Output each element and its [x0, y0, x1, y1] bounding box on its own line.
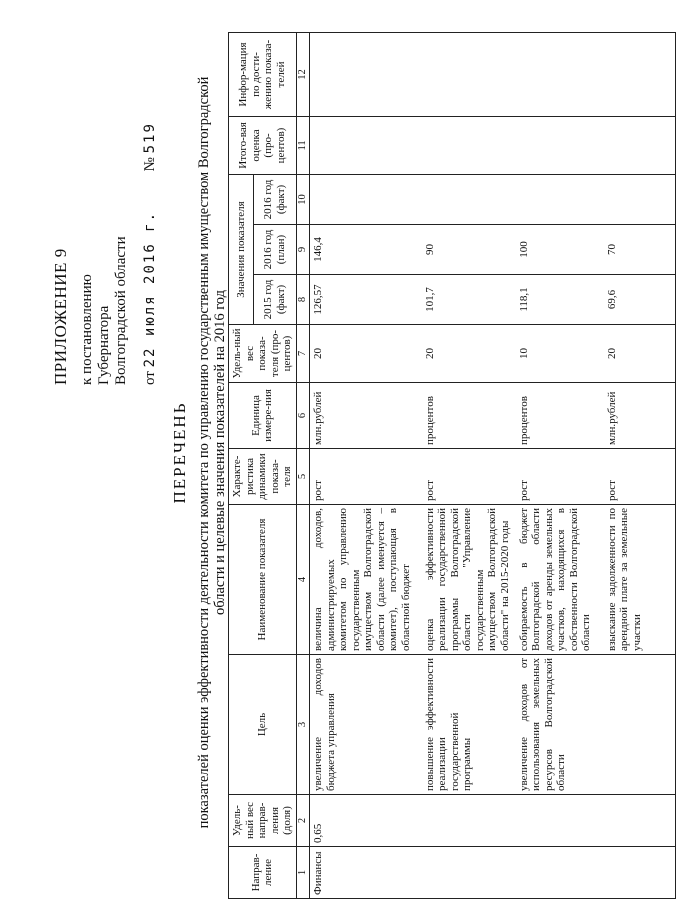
cell-info	[516, 32, 604, 116]
cell-direction	[422, 847, 516, 899]
cell-unit: процентов	[516, 383, 604, 449]
title-heading: ПЕРЕЧЕНЬ	[170, 401, 189, 504]
document-title	[170, 0, 228, 905]
cell-2016-plan: 90	[422, 225, 516, 275]
cell-2016-fact	[310, 174, 422, 224]
decree-date-line	[142, 25, 159, 385]
header-2015-fact: 2015 год (факт)	[253, 275, 296, 325]
cell-2016-plan: 146,4	[310, 225, 422, 275]
header-info: Инфор-мация по дости-жению показа-телей	[229, 32, 297, 116]
table-row	[422, 32, 516, 898]
header-unit: Единица измере-ния	[229, 383, 297, 449]
decree-date: 22 июля 2016 г.	[142, 210, 158, 368]
column-number: 10	[296, 174, 310, 224]
header-final-score: Итого-вая оценка (про-центов)	[229, 116, 297, 174]
header-indicator-name: Наименование показателя	[229, 505, 297, 655]
cell-unit: млн.рублей	[310, 383, 422, 449]
cell-weight	[516, 795, 604, 847]
column-number: 6	[296, 383, 310, 449]
cell-info	[604, 32, 676, 116]
column-number-row	[296, 32, 310, 898]
cell-indicator-weight: 20	[422, 325, 516, 383]
cell-2015-fact: 101,7	[422, 275, 516, 325]
column-number: 12	[296, 32, 310, 116]
table-row	[310, 32, 422, 898]
header-goal: Цель	[229, 655, 297, 795]
header-2016-plan: 2016 год (план)	[253, 225, 296, 275]
title-subtitle: показателей оценки эффективности деятельности комитета по управлению государственным имуществом Волгоградской области и целевые значения показателей на 2016 год	[196, 76, 228, 829]
table-row	[604, 32, 676, 898]
cell-2016-plan: 100	[516, 225, 604, 275]
cell-goal: увеличение доходов от использования земельных ресурсов Волгоградской области	[516, 655, 604, 795]
column-number: 7	[296, 325, 310, 383]
cell-dynamics: рост	[604, 449, 676, 505]
cell-dynamics: рост	[422, 449, 516, 505]
table-row	[516, 32, 604, 898]
header-row-1	[229, 32, 254, 898]
cell-indicator: взыскание задолженности по арендной плате за земельные участки	[604, 505, 676, 655]
cell-indicator: величина доходов, администрируемых комитетом по управлению государственным имуществом Волгоградской области (далее именуется – комитет), поступающая в областной бюджет	[310, 505, 422, 655]
decree-number: 519	[142, 122, 158, 154]
indicators-table	[228, 32, 676, 899]
cell-2016-fact	[422, 174, 516, 224]
cell-info	[422, 32, 516, 116]
cell-indicator-weight: 20	[604, 325, 676, 383]
cell-dynamics: рост	[310, 449, 422, 505]
cell-direction	[604, 847, 676, 899]
number-sign: №	[142, 157, 158, 172]
header-dynamics: Характе-ристика динамики показа-теля	[229, 449, 297, 505]
cell-goal	[604, 655, 676, 795]
cell-unit: процентов	[422, 383, 516, 449]
cell-goal: увеличение доходов бюджета управления	[310, 655, 422, 795]
cell-2015-fact: 118,1	[516, 275, 604, 325]
column-number: 4	[296, 505, 310, 655]
cell-unit: млн.рублей	[604, 383, 676, 449]
cell-2016-plan: 70	[604, 225, 676, 275]
header-indicator-weight: Удель-ный вес показа-теля (про-центов)	[229, 325, 297, 383]
column-number: 3	[296, 655, 310, 795]
header-2016-fact: 2016 год (факт)	[253, 174, 296, 224]
cell-indicator: собираемость в бюджет Волгоградской области доходов от аренды земельных участков, находящихся в собственности Волгоградской области	[516, 505, 604, 655]
column-number: 11	[296, 116, 310, 174]
header-weight: Удель-ный вес направ-ления (доля)	[229, 795, 297, 847]
cell-indicator-weight: 20	[310, 325, 422, 383]
cell-info	[310, 32, 422, 116]
appendix-block	[52, 25, 159, 385]
cell-direction	[516, 847, 604, 899]
cell-2015-fact: 126,57	[310, 275, 422, 325]
cell-final-score	[310, 116, 422, 174]
appendix-line-1: к постановлению	[79, 274, 95, 385]
cell-2016-fact	[604, 174, 676, 224]
column-number: 9	[296, 225, 310, 275]
cell-direction: Финансы	[310, 847, 422, 899]
cell-dynamics: рост	[516, 449, 604, 505]
appendix-line-2: Губернатора	[96, 305, 112, 385]
cell-final-score	[516, 116, 604, 174]
header-direction: Направ-ление	[229, 847, 297, 899]
cell-final-score	[604, 116, 676, 174]
cell-2015-fact: 69,6	[604, 275, 676, 325]
cell-indicator-weight: 10	[516, 325, 604, 383]
column-number: 8	[296, 275, 310, 325]
appendix-heading: ПРИЛОЖЕНИЕ 9	[51, 248, 70, 385]
cell-weight: 0,65	[310, 795, 422, 847]
cell-indicator: оценка эффективности реализации государственной программы Волгоградской области "Управление государственным имуществом Волгоградской области" на 2015-2020 годы	[422, 505, 516, 655]
column-number: 2	[296, 795, 310, 847]
column-number: 5	[296, 449, 310, 505]
cell-final-score	[422, 116, 516, 174]
header-values-group: Значения показателя	[229, 174, 254, 324]
cell-2016-fact	[516, 174, 604, 224]
cell-weight	[422, 795, 516, 847]
appendix-line-3: Волгоградской области	[113, 236, 129, 385]
cell-weight	[604, 795, 676, 847]
cell-goal: повышение эффективности реализации государственной программы	[422, 655, 516, 795]
date-prefix: от	[142, 371, 158, 385]
column-number: 1	[296, 847, 310, 899]
